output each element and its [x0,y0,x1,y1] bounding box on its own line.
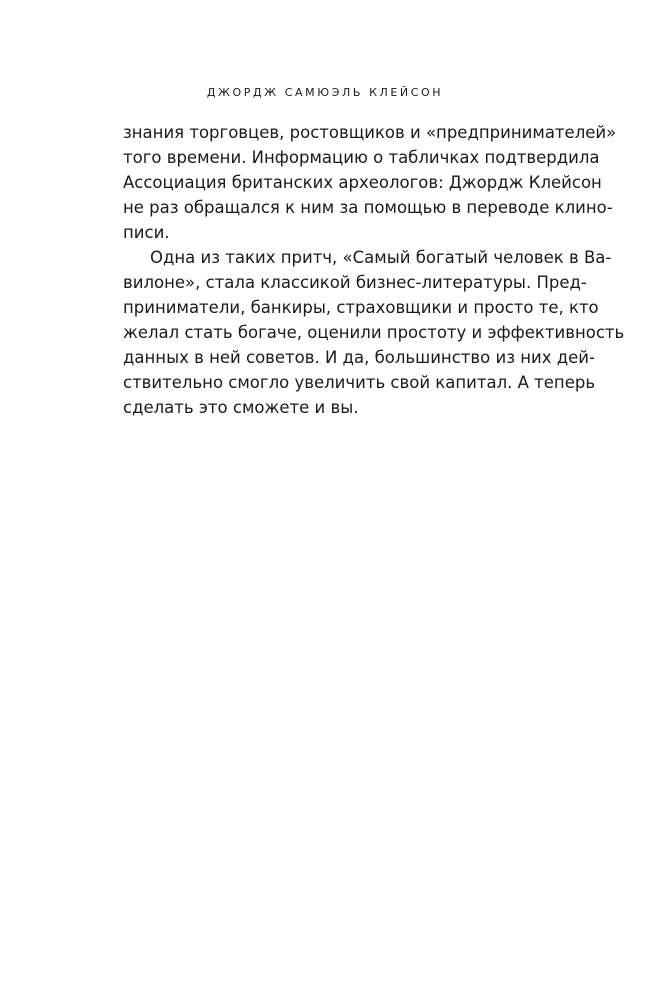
text-line: приниматели, банкиры, страховщики и просто те, кто [123,298,599,317]
body-text [123,120,625,420]
text-line: ствительно смогло увеличить свой капитал. А теперь [123,373,596,392]
text-line: писи. [123,223,170,242]
text-line: данных в ней советов. И да, большинство из них дей- [123,348,595,367]
paragraph [123,120,617,245]
text-line: того времени. Информацию о табличках подтвердила [123,148,600,167]
text-line: не раз обращался к ним за помощью в переводе клино- [123,198,613,217]
text-line: желал стать богаче, оценили простоту и эффективность [123,323,625,342]
paragraph [123,245,625,420]
text-line: Ассоциация британских археологов: Джордж Клейсон [123,173,602,192]
text-line: знания торговцев, ростовщиков и «предпринимателей» [123,123,617,142]
running-header: ДЖОРДЖ САМЮЭЛЬ КЛЕЙСОН [206,86,444,99]
text-line: Одна из таких притч, «Самый богатый человек в Ва- [150,248,612,267]
text-line: вилоне», стала классикой бизнес-литературы. Пред- [123,273,587,292]
text-line: сделать это сможете и вы. [123,398,359,417]
